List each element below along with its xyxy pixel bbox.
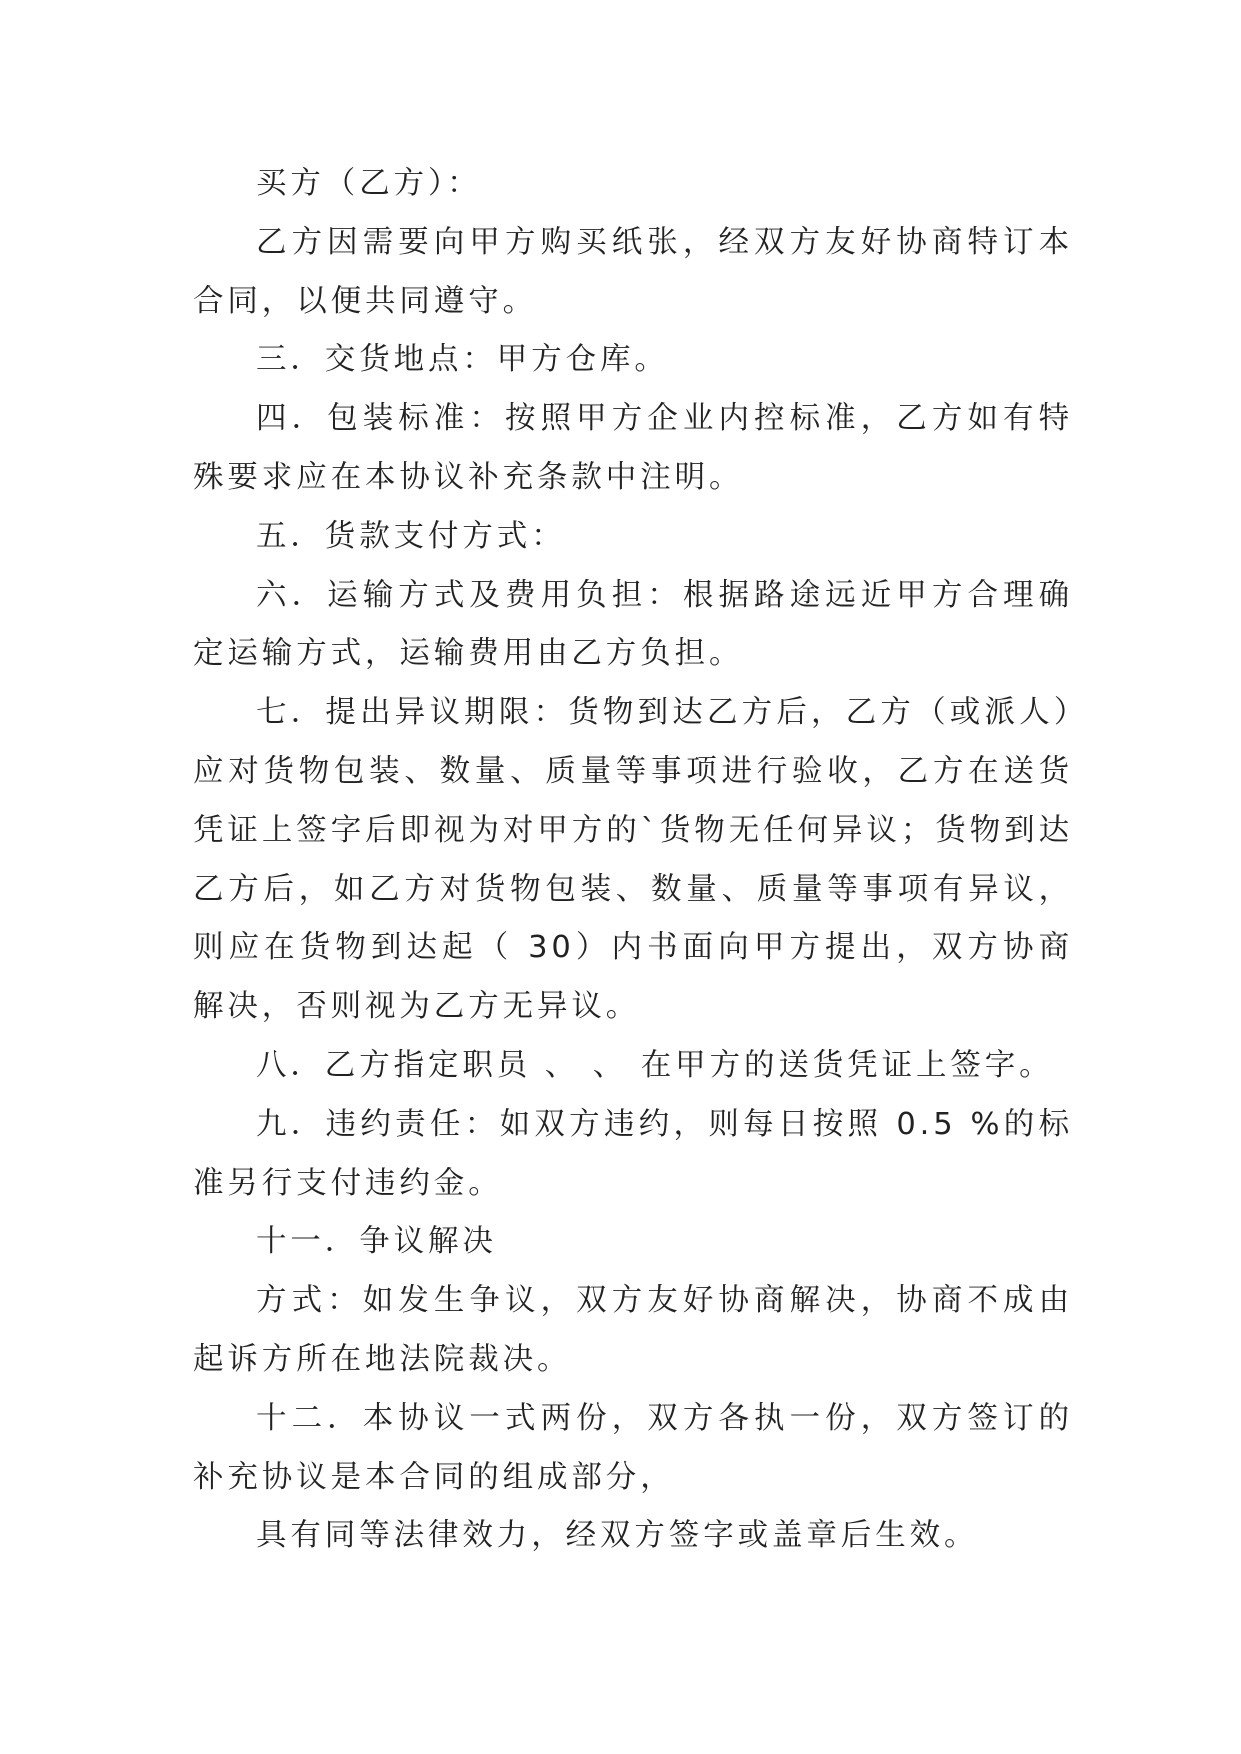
clause-objection-period: 七．提出异议期限：货物到达乙方后，乙方（或派人）应对货物包装、数量、质量等事项进行验收，乙方在送货凭证上签字后即视为对甲方的`货物无任何异议；货物到达乙方后，如乙方对货物包装、数量、质量等事项有异议，则应在货物到达起（ 30）内书面向甲方提出，双方协商解决，否则视为乙方无异议。 xyxy=(193,695,1073,1025)
clause-liability: 九．违约责任：如双方违约，则每日按照 0.5 %的标准另行支付违约金。 xyxy=(193,1106,1073,1201)
clause-designated-staff: 八．乙方指定职员 、 、 在甲方的送货凭证上签字。 xyxy=(256,1047,1054,1083)
clause-dispute-method: 方式：如发生争议，双方友好协商解决，协商不成由起诉方所在地法院裁决。 xyxy=(193,1283,1073,1377)
clause-packaging: 四．包装标准：按照甲方企业内控标准，乙方如有特殊要求应在本协议补充条款中注明。 xyxy=(193,401,1073,495)
clause-dispute-heading: 十一．争议解决 xyxy=(256,1224,497,1260)
buyer-line: 买方（乙方）： xyxy=(256,166,482,201)
clause-effectiveness: 具有同等法律效力，经双方签字或盖章后生效。 xyxy=(256,1518,979,1554)
clause-delivery-location: 三．交货地点：甲方仓库。 xyxy=(256,342,669,378)
clause-transport: 六．运输方式及费用负担：根据路途远近甲方合理确定运输方式，运输费用由乙方负担。 xyxy=(193,577,1073,672)
contract-body xyxy=(193,155,1073,1566)
preamble-paragraph: 乙方因需要向甲方购买纸张，经双方友好协商特订本合同，以便共同遵守。 xyxy=(193,224,1073,319)
clause-payment: 五．货款支付方式： xyxy=(256,518,566,554)
clause-copies: 十二．本协议一式两份，双方各执一份，双方签订的补充协议是本合同的组成部分， xyxy=(193,1400,1073,1495)
